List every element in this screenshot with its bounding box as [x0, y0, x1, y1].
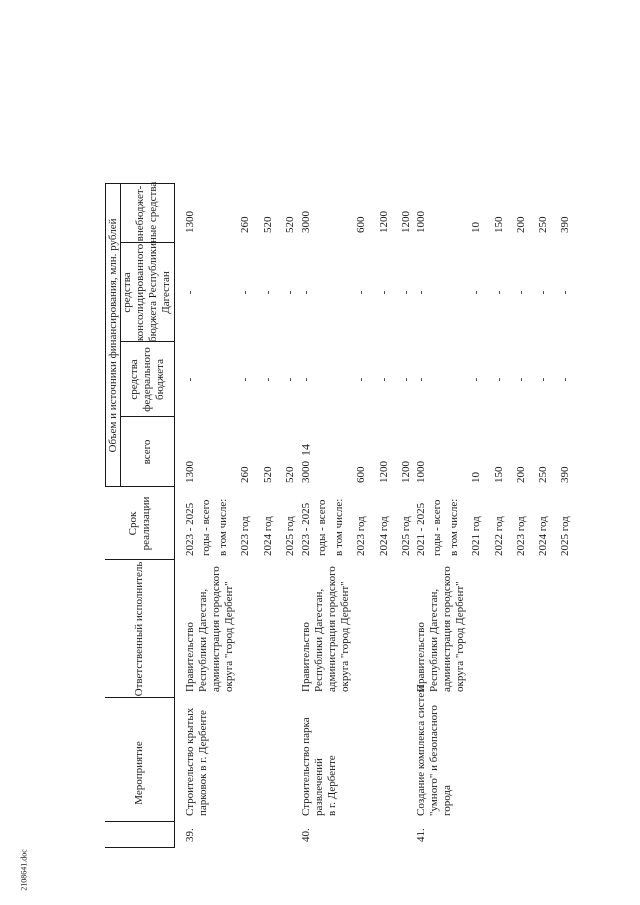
row-consolidated: -	[470, 290, 482, 295]
row-federal: -	[300, 377, 312, 382]
row-total: 1000	[415, 461, 427, 483]
row-period: в том числе:	[333, 498, 345, 556]
row-activity: в г. Дербенте	[326, 755, 338, 816]
row-extrabudget: 1200	[400, 211, 412, 233]
row-consolidated: -	[537, 290, 549, 295]
row-period: 2023 год	[239, 516, 251, 556]
row-federal: -	[400, 377, 412, 382]
row-consolidated: -	[400, 290, 412, 295]
row-total: 520	[284, 466, 296, 483]
row-period: годы - всего	[200, 499, 212, 556]
row-consolidated: -	[262, 290, 274, 295]
document-code: 2108641.doc	[19, 849, 29, 891]
row-consolidated: -	[415, 290, 427, 295]
row-extrabudget: 1200	[378, 211, 390, 233]
header-consolidated: средства	[121, 272, 133, 313]
row-consolidated: -	[284, 290, 296, 295]
row-consolidated: -	[355, 290, 367, 295]
row-responsible: Правительство	[184, 622, 196, 692]
row-consolidated: -	[559, 290, 571, 295]
header-consolidated: Дагестан	[160, 271, 172, 314]
row-activity: развлечений	[313, 758, 325, 816]
row-responsible: Республики Дагестан,	[197, 588, 209, 692]
header-extrabudget: внебюджет-	[134, 185, 146, 242]
row-period: 2024 год	[262, 516, 274, 556]
row-federal: -	[378, 377, 390, 382]
header-responsible: Ответственный исполнитель	[133, 561, 145, 697]
row-consolidated: -	[515, 290, 527, 295]
row-responsible: округа "город Дербент"	[339, 581, 351, 692]
row-total: 260	[239, 466, 251, 483]
page-number: 14	[298, 444, 313, 456]
row-period: 2022 год	[493, 516, 505, 556]
row-extrabudget: 150	[493, 216, 505, 233]
row-period: 2021 год	[470, 516, 482, 556]
row-federal: -	[239, 377, 251, 382]
row-responsible: округа "город Дербент"	[223, 581, 235, 692]
row-period: 2021 - 2025	[415, 502, 427, 556]
row-federal: -	[184, 377, 196, 382]
header-activity: Мероприятие	[133, 741, 145, 805]
row-extrabudget: 520	[262, 216, 274, 233]
row-number: 39.	[184, 828, 196, 842]
row-extrabudget: 600	[355, 216, 367, 233]
row-federal: -	[470, 377, 482, 382]
row-activity: города	[441, 785, 453, 816]
row-period: 2023 год	[355, 516, 367, 556]
row-responsible: округа "город Дербент"	[454, 581, 466, 692]
row-responsible: администрация городского	[441, 566, 453, 692]
row-total: 200	[515, 466, 527, 483]
financing-table	[60, 28, 596, 848]
row-consolidated: -	[300, 290, 312, 295]
row-period: 2023 год	[515, 516, 527, 556]
row-number: 41.	[415, 828, 427, 842]
row-federal: -	[355, 377, 367, 382]
row-period: 2025 год	[284, 516, 296, 556]
row-activity: Строительство парка	[300, 717, 312, 816]
row-extrabudget: 250	[537, 216, 549, 233]
row-period: 2024 год	[378, 516, 390, 556]
row-total: 3000	[300, 461, 312, 483]
header-federal: средства	[127, 359, 140, 400]
row-consolidated: -	[493, 290, 505, 295]
row-consolidated: -	[378, 290, 390, 295]
row-total: 600	[355, 466, 367, 483]
row-period: 2025 год	[559, 516, 571, 556]
row-period: годы - всего	[316, 499, 328, 556]
row-period: 2023 - 2025	[184, 502, 196, 556]
header-consolidated: бюджета Республики	[147, 243, 159, 342]
row-period: годы - всего	[431, 499, 443, 556]
row-extrabudget: 10	[470, 222, 482, 233]
row-period: 2023 - 2025	[300, 502, 312, 556]
row-period: в том числе:	[448, 498, 460, 556]
row-total: 520	[262, 466, 274, 483]
row-responsible: Республики Дагестан,	[313, 588, 325, 692]
row-period: 2025 год	[400, 516, 412, 556]
row-consolidated: -	[184, 290, 196, 295]
table-rule-horizontal	[174, 184, 175, 848]
row-extrabudget: 260	[239, 216, 251, 233]
header-extrabudget: ные средства	[147, 181, 159, 243]
header-federal: бюджета	[153, 359, 166, 401]
header-period: реализации	[139, 496, 152, 551]
row-extrabudget: 1300	[184, 211, 196, 233]
row-total: 10	[470, 472, 482, 483]
row-period: 2024 год	[537, 516, 549, 556]
row-total: 1200	[400, 461, 412, 483]
row-extrabudget: 200	[515, 216, 527, 233]
row-period: в том числе:	[217, 498, 229, 556]
row-total: 1300	[184, 461, 196, 483]
row-federal: -	[284, 377, 296, 382]
row-federal: -	[415, 377, 427, 382]
row-responsible: администрация городского	[210, 566, 222, 692]
header-consolidated: консолидированного	[134, 243, 146, 342]
row-activity: Строительство крытых	[184, 707, 196, 816]
row-federal: -	[262, 377, 274, 382]
row-responsible: Правительство	[300, 622, 312, 692]
row-federal: -	[559, 377, 571, 382]
financing-unit-note: Объем и источники финансирования, млн. рублей	[107, 218, 119, 453]
row-extrabudget: 1000	[415, 211, 427, 233]
row-federal: -	[493, 377, 505, 382]
row-responsible: Правительство	[415, 622, 427, 692]
row-activity: парковок в г. Дербенте	[197, 710, 209, 816]
header-total: всего	[140, 439, 153, 465]
row-responsible: администрация городского	[326, 566, 338, 692]
row-federal: -	[515, 377, 527, 382]
row-total: 1200	[378, 461, 390, 483]
row-activity: Создание комплекса систем	[415, 685, 427, 816]
row-number: 40.	[300, 828, 312, 842]
row-extrabudget: 520	[284, 216, 296, 233]
header-period: Срок	[126, 511, 139, 536]
row-extrabudget: 390	[559, 216, 571, 233]
row-extrabudget: 3000	[300, 211, 312, 233]
row-federal: -	[537, 377, 549, 382]
row-total: 250	[537, 466, 549, 483]
row-total: 390	[559, 466, 571, 483]
row-activity: "умного" и безопасного	[428, 705, 440, 816]
table-rule-horizontal	[105, 184, 106, 487]
row-responsible: Республики Дагестан,	[428, 588, 440, 692]
row-total: 150	[493, 466, 505, 483]
row-consolidated: -	[239, 290, 251, 295]
header-federal: федерального	[140, 347, 153, 412]
